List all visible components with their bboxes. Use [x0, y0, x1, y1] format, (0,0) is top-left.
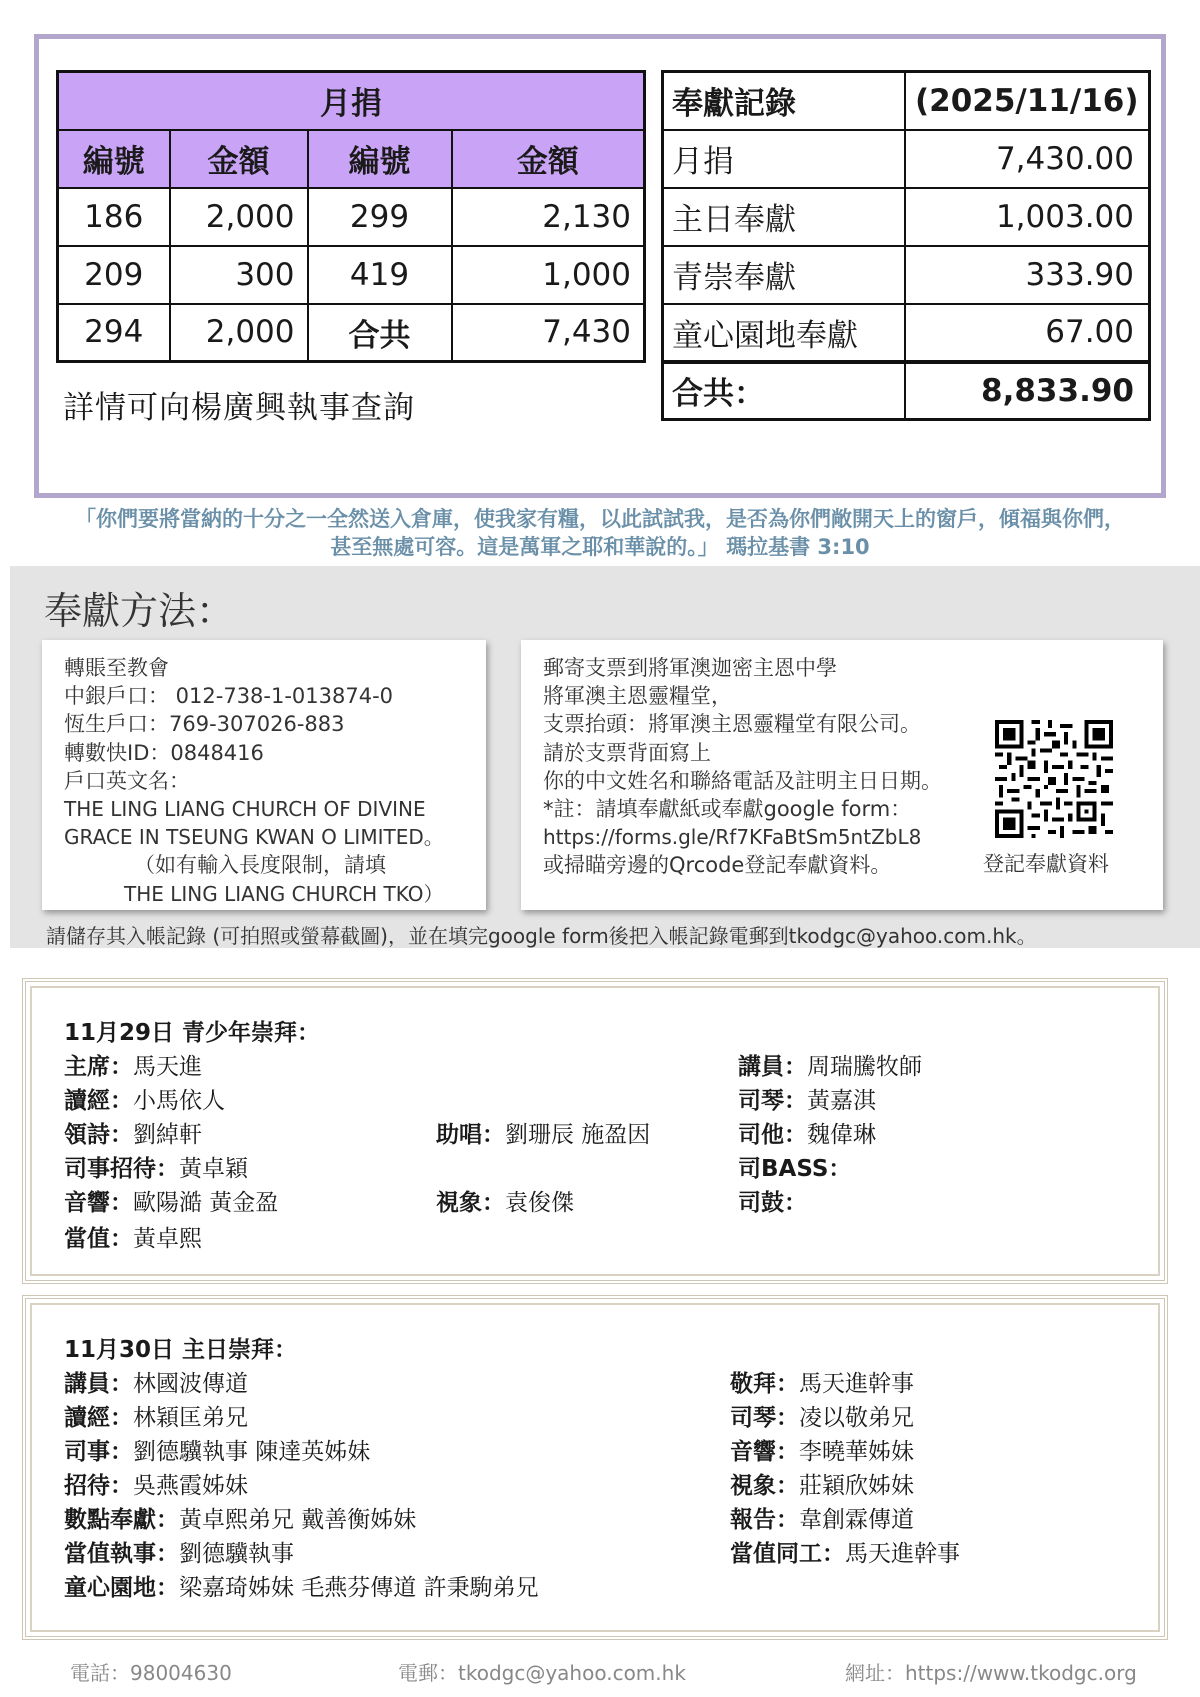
qr-code-icon[interactable]: [995, 720, 1113, 838]
duty-row: 司BASS：: [738, 1156, 852, 1182]
card-line: 支票抬頭：將軍澳主恩靈糧堂有限公司。: [543, 712, 921, 737]
table-cell: 300: [170, 246, 308, 304]
fps-id-line: 轉數快ID：0848416: [64, 740, 264, 765]
card-line: 請於支票背面寫上: [543, 740, 711, 765]
table-cell: 186: [58, 188, 170, 246]
table-row: [663, 362, 1150, 420]
record-label: 青崇奉獻: [663, 246, 905, 304]
bank-account-line: 恆生戶口：769-307026-883: [64, 712, 345, 737]
table-row: [58, 304, 645, 362]
duty-row: 當值同工：馬天進幹事: [730, 1541, 960, 1567]
card-line: 轉賬至教會: [64, 656, 169, 680]
card-line: 將軍澳主恩靈糧堂，: [543, 684, 732, 709]
table-cell: 209: [58, 246, 170, 304]
total-value-cell: 7,430: [452, 304, 645, 362]
inquiry-note: 詳情可向楊廣興執事查詢: [63, 390, 415, 426]
duty-row: 司琴：黃嘉淇: [738, 1088, 876, 1114]
table-row: [58, 188, 645, 246]
table-cell: 2,130: [452, 188, 645, 246]
youth-worship-title: 11月29日 青少年崇拜：: [64, 1020, 321, 1046]
duty-row: 讀經：林穎匡弟兄: [64, 1405, 248, 1431]
record-label: 月捐: [663, 130, 905, 188]
record-title: 奉獻記錄: [663, 72, 905, 130]
duty-row: 視象：莊穎欣姊妹: [730, 1473, 914, 1499]
duty-row: 領詩：劉綽軒: [64, 1122, 202, 1148]
section-title: 奉獻方法：: [44, 589, 235, 633]
duty-row: 主席：馬天進: [64, 1054, 202, 1080]
card-line: （如有輸入長度限制，請填: [134, 853, 386, 878]
table-cell: 299: [308, 188, 452, 246]
bible-verse-line: 甚至無處可容。這是萬軍之耶和華說的。」 瑪拉基書 3:10: [330, 535, 870, 559]
sunday-worship-box: [22, 1295, 1168, 1640]
sunday-worship-title: 11月30日 主日崇拜：: [64, 1337, 298, 1363]
duty-row: 講員：林國波傳道: [64, 1371, 248, 1397]
card-line: 戶口英文名：: [64, 768, 190, 793]
header-number: 編號: [58, 130, 170, 188]
table-cell: 2,000: [170, 304, 308, 362]
table-cell: 419: [308, 246, 452, 304]
table-row: [663, 246, 1150, 304]
card-line: 你的中文姓名和聯絡電話及註明主日日期。: [543, 768, 942, 793]
duty-row: 當值：黃卓熙: [64, 1226, 202, 1252]
record-value: 333.90: [905, 246, 1150, 304]
record-value: 67.00: [905, 304, 1150, 362]
table-row: [58, 246, 645, 304]
duty-row: 司事招待：黃卓穎: [64, 1156, 248, 1182]
table-cell: 2,000: [170, 188, 308, 246]
monthly-donation-table: [56, 70, 646, 363]
record-date: (2025/11/16): [905, 72, 1150, 130]
bank-transfer-card: [42, 640, 486, 910]
duty-row: 視象：袁俊傑: [436, 1190, 574, 1216]
duty-row: 敬拜：馬天進幹事: [730, 1371, 914, 1397]
total-label-cell: 合共: [308, 304, 452, 362]
offering-record-table: [661, 70, 1151, 421]
record-total-value: 8,833.90: [905, 362, 1150, 420]
duty-row: 童心園地：梁嘉琦姊妹 毛燕芬傳道 許秉駒弟兄: [64, 1575, 539, 1601]
record-label: 主日奉獻: [663, 188, 905, 246]
table-row: [663, 188, 1150, 246]
duty-row: 司鼓：: [738, 1190, 807, 1216]
cheque-card: [521, 640, 1163, 910]
record-label: 童心園地奉獻: [663, 304, 905, 362]
card-line: 或掃瞄旁邊的Qrcode登記奉獻資料。: [543, 853, 892, 878]
monthly-table-title: 月捐: [58, 72, 645, 130]
duty-row: 當值執事：劉德驥執事: [64, 1541, 294, 1567]
footer-phone: 電話：98004630: [70, 1661, 232, 1685]
google-form-link[interactable]: https://forms.gle/Rf7KFaBtSm5ntZbL8: [543, 825, 922, 850]
record-value: 1,003.00: [905, 188, 1150, 246]
card-line: 郵寄支票到將軍澳迦密主恩中學: [543, 656, 837, 680]
duty-row: 招待：吳燕霞姊妹: [64, 1473, 248, 1499]
table-cell: 294: [58, 304, 170, 362]
transfer-record-note: 請儲存其入帳記錄 (可拍照或螢幕截圖)，並在填完google form後把入帳記錄電郵到tkodgc@yahoo.com.hk。: [46, 924, 1037, 948]
footer-email[interactable]: 電郵：tkodgc@yahoo.com.hk: [398, 1661, 686, 1685]
account-name-line: THE LING LIANG CHURCH OF DIVINE: [64, 797, 426, 822]
duty-row: 讀經：小馬依人: [64, 1088, 225, 1114]
duty-row: 司琴：凌以敬弟兄: [730, 1405, 914, 1431]
table-row: [663, 304, 1150, 362]
youth-worship-box: [22, 978, 1168, 1284]
footer-website[interactable]: 網址：https://www.tkodgc.org: [845, 1661, 1137, 1685]
duty-row: 司事：劉德驥執事 陳達英姊妹: [64, 1439, 371, 1465]
duty-row: 助唱：劉珊辰 施盈因: [436, 1122, 651, 1148]
card-line: *註：請填奉獻紙或奉獻google form：: [543, 797, 912, 822]
duty-row: 司他：魏偉琳: [738, 1122, 876, 1148]
card-line: THE LING LIANG CHURCH TKO）: [124, 881, 444, 906]
offering-methods-section: [10, 566, 1200, 948]
record-total-label: 合共：: [663, 362, 905, 420]
duty-row: 數點奉獻：黃卓熙弟兄 戴善衡姊妹: [64, 1507, 417, 1533]
table-row: [663, 130, 1150, 188]
duty-row: 報告：韋創霖傳道: [730, 1507, 914, 1533]
bank-account-line: 中銀戶口： 012-738-1-013874-0: [64, 684, 394, 709]
header-amount: 金額: [452, 130, 645, 188]
header-number: 編號: [308, 130, 452, 188]
header-amount: 金額: [170, 130, 308, 188]
duty-row: 講員：周瑞騰牧師: [738, 1054, 922, 1080]
record-value: 7,430.00: [905, 130, 1150, 188]
qr-caption: 登記奉獻資料: [983, 852, 1109, 876]
duty-row: 音響：李曉華姊妹: [730, 1439, 914, 1465]
bible-verse-line: 「你們要將當納的十分之一全然送入倉庫，使我家有糧，以此試試我，是否為你們敞開天上的窗戶，傾福與你們，: [75, 507, 1125, 531]
table-cell: 1,000: [452, 246, 645, 304]
duty-row: 音響：歐陽澔 黃金盈: [64, 1190, 279, 1216]
account-name-line: GRACE IN TSEUNG KWAN O LIMITED。: [64, 825, 444, 850]
